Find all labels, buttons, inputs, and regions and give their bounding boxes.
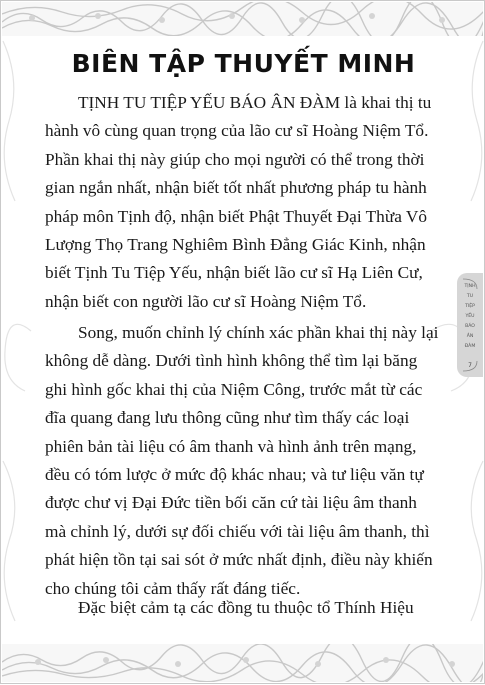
text-line: TỊNH TU TIỆP YẾU BÁO ÂN ĐÀM là khai thị tu: [78, 93, 432, 112]
text-line: Lượng Thọ Trang Nghiêm Bình Đẳng Giác Kinh, nhận: [45, 234, 426, 254]
text-line: Đặc biệt cảm tạ các đồng tu thuộc tổ Thính Hiệu: [78, 598, 414, 617]
text-line: đều có tóm lược ở mức độ khác nhau; và tư liệu văn tự: [45, 464, 424, 484]
bottom-ornament-band: [2, 644, 483, 682]
text-line: pháp môn Tịnh độ, nhận biết Phật Thuyết Đại Thừa Vô: [45, 206, 427, 226]
text-line: cho chúng tôi cảm thấy rất đáng tiếc.: [45, 578, 301, 598]
text-line: đĩa quang đang lưu thông cũng như tìm thấy các loại: [45, 408, 410, 428]
paragraph-2: [45, 319, 443, 603]
page-title: BIÊN TẬP THUYẾT MINH: [71, 49, 416, 78]
tab-label-line: ÂN: [466, 334, 474, 339]
text-line: mà chỉnh lý, dưới sự đối chiếu với tài liệu âm thanh, thì: [45, 521, 430, 541]
text-line: phát hiện tồn tại sai sót ở mức nhất định, điều này khiến: [45, 550, 433, 570]
text-line: Phần khai thị này giúp cho mọi người có thể trong thời: [45, 149, 425, 169]
page-number: 7: [468, 362, 472, 369]
tab-label-line: BÁO: [465, 324, 475, 329]
tab-label-line: TU: [466, 294, 474, 299]
chapter-side-tab[interactable]: [457, 273, 483, 377]
text-line: nhận biết con người lão cư sĩ Hoàng Niệm Tổ.: [45, 291, 367, 311]
tab-label-line: ĐÀM: [464, 344, 476, 349]
tab-label-line: TIỆP: [465, 304, 475, 309]
tab-arc-decoration: [461, 275, 479, 375]
text-line: hành vô cùng quan trọng của lão cư sĩ Hoàng Niệm Tổ.: [45, 121, 429, 141]
tab-label-line: YẾU: [465, 314, 475, 319]
text-line: Song, muốn chỉnh lý chính xác phần khai thị này lại: [78, 323, 439, 342]
top-ornament-band: [2, 2, 483, 36]
text-line: ghi hình gốc khai thị của Niệm Công, trước mắt từ các: [45, 379, 423, 399]
text-line: không dễ dàng. Dưới tình hình không thể tìm lại băng: [45, 351, 418, 371]
tab-label-line: TỊNH: [464, 284, 476, 289]
text-line: được chư vị Đại Đức tiền bối căn cứ tài liệu âm thanh: [45, 493, 417, 513]
text-line: biết Tịnh Tu Tiệp Yếu, nhận biết lão cư sĩ Hạ Liên Cư,: [45, 263, 423, 283]
paragraph-3: [45, 594, 443, 622]
paragraph-1: [45, 89, 443, 316]
text-line: gian ngắn nhất, nhận biết tốt nhất phương pháp tu hành: [45, 178, 427, 198]
text-line: phiên bản tài liệu có âm thanh và hình ảnh trên mạng,: [45, 436, 417, 456]
